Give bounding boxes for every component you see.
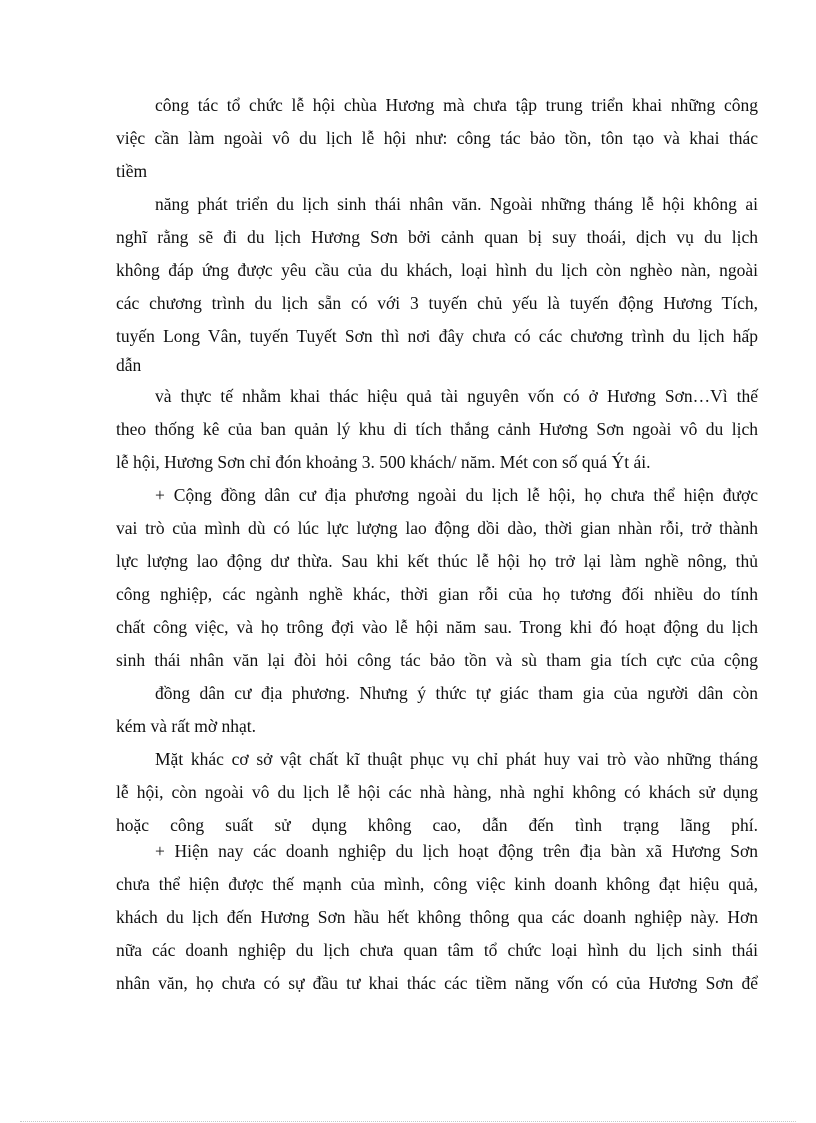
text-line: nghĩ rằng sẽ đi du lịch Hương Sơn bởi cảnh quan bị suy thoái, dịch vụ du lịch <box>116 227 758 247</box>
text-line: các chương trình du lịch sẵn có với 3 tuyến chủ yếu là tuyến động Hương Tích, <box>116 293 758 313</box>
text-line: lễ hội, còn ngoài vô du lịch lễ hội các nhà hàng, nhà nghỉ không có khách sử dụng <box>116 782 758 802</box>
text-line: + Hiện nay các doanh nghiệp du lịch hoạt động trên địa bàn xã Hương Sơn <box>155 841 758 861</box>
text-line: năng phát triển du lịch sinh thái nhân văn. Ngoài những tháng lễ hội không ai <box>155 194 758 214</box>
text-line: nữa các doanh nghiệp du lịch chưa quan tâm tổ chức loại hình du lịch sinh thái <box>116 940 758 960</box>
text-line: hoặc công suất sử dụng không cao, dẫn đến tình trạng lãng phí. <box>116 815 758 835</box>
text-line: tiềm <box>116 161 148 181</box>
text-line: không đáp ứng được yêu cầu của du khách, loại hình du lịch còn nghèo nàn, ngoài <box>116 260 758 280</box>
text-line: vai trò của mình dù có lúc lực lượng lao động dồi dào, thời gian nhàn rỗi, trở thành <box>116 518 758 538</box>
text-line: dẫn <box>116 355 142 375</box>
text-line: việc cần làm ngoài vô du lịch lễ hội như: công tác bảo tồn, tôn tạo và khai thác <box>116 128 758 148</box>
text-line: lễ hội, Hương Sơn chỉ đón khoảng 3. 500 khách/ năm. Mét con số quá Ýt ái. <box>116 452 651 472</box>
text-line: tuyến Long Vân, tuyến Tuyết Sơn thì nơi đây chưa có các chương trình du lịch hấp <box>116 326 758 346</box>
text-line: đồng dân cư địa phương. Nhưng ý thức tự giác tham gia của người dân còn <box>155 683 758 703</box>
text-line: công nghiệp, các ngành nghề khác, thời gian rỗi của họ tương đối nhiều do tính <box>116 584 758 604</box>
text-line: + Cộng đồng dân cư địa phương ngoài du lịch lễ hội, họ chưa thể hiện được <box>155 485 758 505</box>
text-line: Mặt khác cơ sở vật chất kĩ thuật phục vụ chỉ phát huy vai trò vào những tháng <box>155 749 758 769</box>
text-line: khách du lịch đến Hương Sơn hầu hết không thông qua các doanh nghiệp này. Hơn <box>116 907 758 927</box>
text-line: và thực tế nhằm khai thác hiệu quả tài nguyên vốn có ở Hương Sơn…Vì thế <box>155 386 758 406</box>
text-line: nhân văn, họ chưa có sự đầu tư khai thác các tiềm năng vốn có của Hương Sơn để <box>116 973 758 993</box>
text-line: chất công việc, và họ trông đợi vào lễ hội năm sau. Trong khi đó hoạt động du lịch <box>116 617 758 637</box>
page-bottom-divider <box>20 1121 796 1122</box>
text-line: kém và rất mờ nhạt. <box>116 716 256 736</box>
text-line: sinh thái nhân văn lại đòi hỏi công tác bảo tồn và sù tham gia tích cực của cộng <box>116 650 758 670</box>
text-line: công tác tổ chức lễ hội chùa Hương mà chưa tập trung triển khai những công <box>155 95 758 115</box>
text-line: lực lượng lao động dư thừa. Sau khi kết thúc lễ hội họ trở lại làm nghề nông, thủ <box>116 551 758 571</box>
text-line: theo thống kê của ban quản lý khu di tích thắng cảnh Hương Sơn ngoài vô du lịch <box>116 419 758 439</box>
text-line: chưa thể hiện được thế mạnh của mình, công việc kinh doanh không đạt hiệu quả, <box>116 874 758 894</box>
